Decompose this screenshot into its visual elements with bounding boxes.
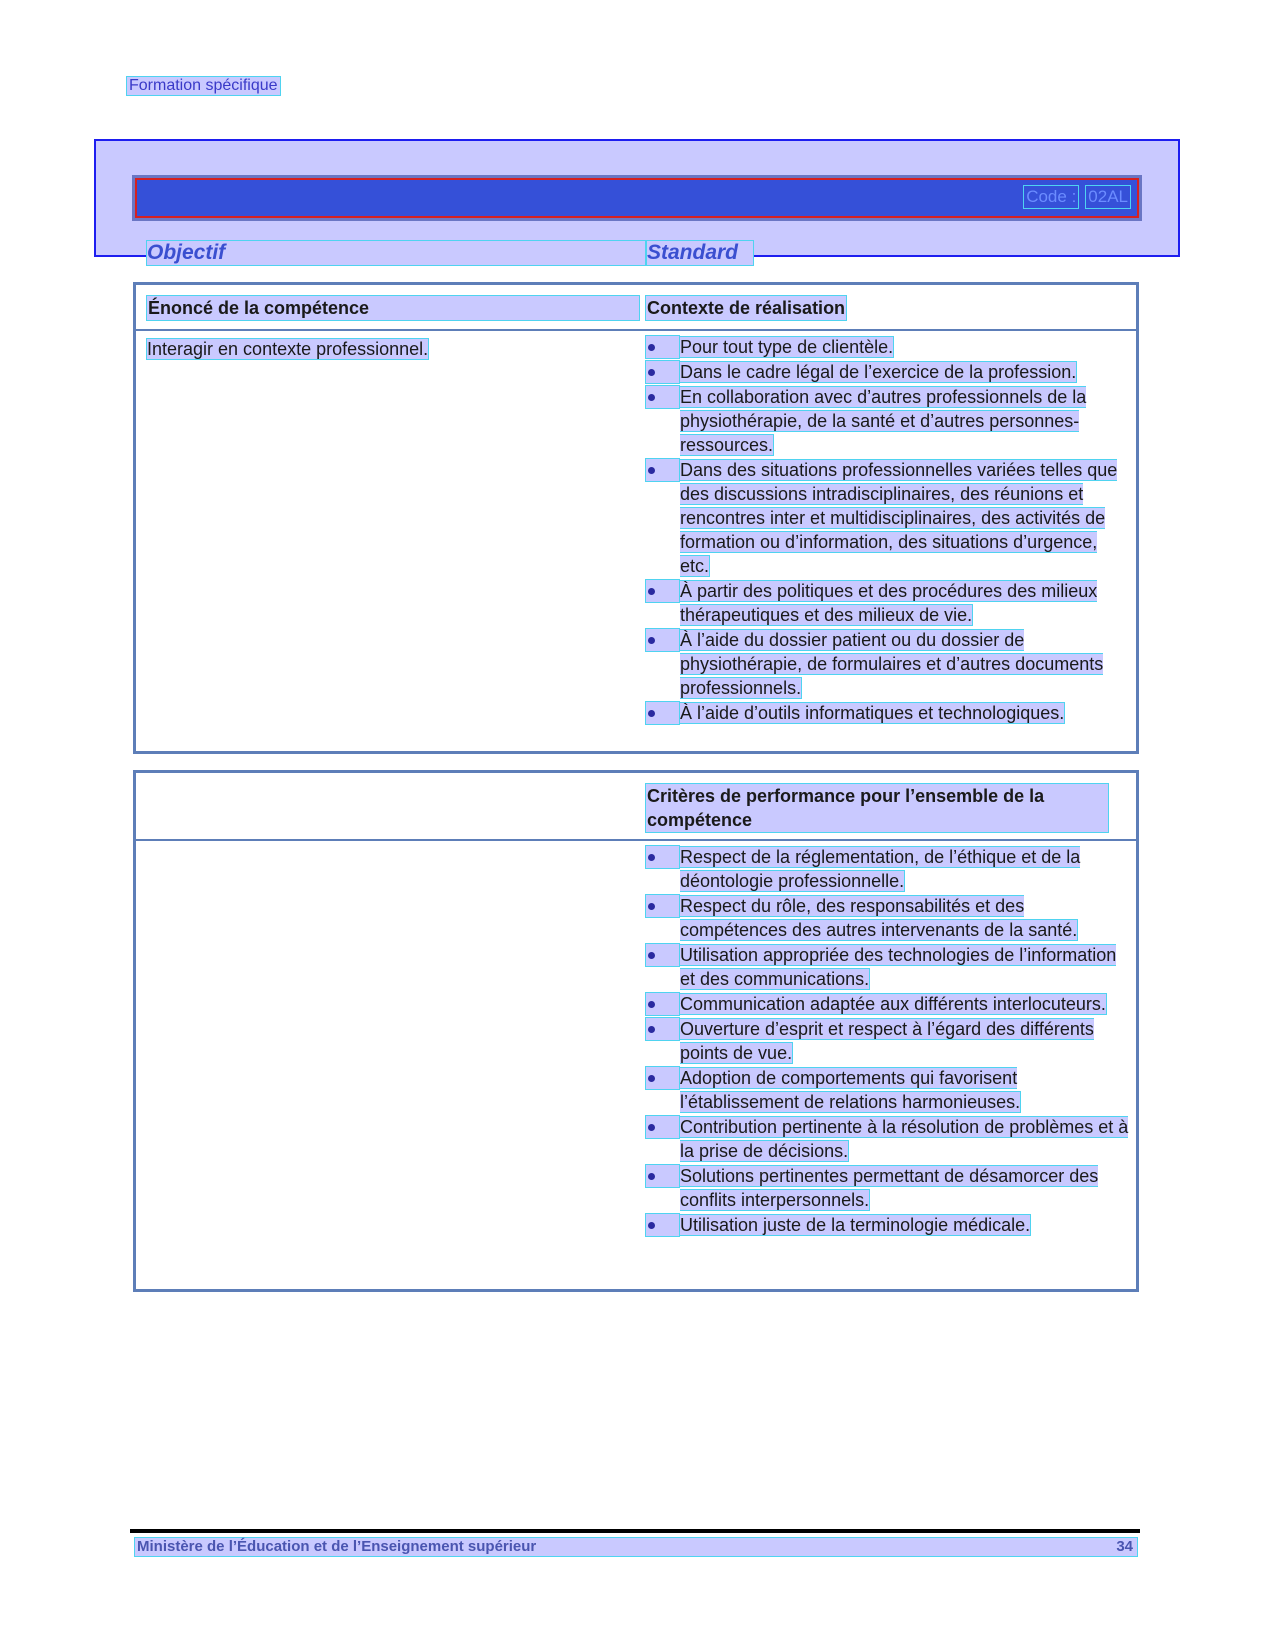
list-item: Utilisation appropriée des technologies de l’information et des communications.: [645, 943, 1131, 991]
list-item: Ouverture d’esprit et respect à l’égard des différents points de vue.: [645, 1017, 1131, 1065]
list-item: Dans des situations professionnelles variées telles que des discussions intradisciplinaires, des réunions et rencontres inter et multidisciplinaires, des activités de formation ou d’information, des situations d’urgence, etc.: [645, 458, 1131, 578]
competence-table: [133, 282, 1139, 754]
list-item: Utilisation juste de la terminologie médicale.: [645, 1213, 1131, 1237]
list-item: Adoption de comportements qui favorisent l’établissement de relations harmonieuses.: [645, 1066, 1131, 1114]
footer-ministry: Ministère de l’Éducation et de l’Enseignement supérieur: [137, 1538, 537, 1555]
bullet-icon: [645, 845, 680, 869]
bullet-icon: [645, 579, 680, 603]
list-item: À partir des politiques et des procédures des milieux thérapeutiques et des milieux de vie.: [645, 579, 1131, 627]
code-text: [1023, 185, 1131, 209]
bullet-icon: [645, 894, 680, 918]
bullet-icon: [645, 1066, 680, 1090]
enonce-header: Énoncé de la compétence: [146, 295, 640, 321]
enonce-text: [146, 337, 646, 361]
list-item: En collaboration avec d’autres professionnels de la physiothérapie, de la santé et d’autres personnes-ressources.: [645, 385, 1131, 457]
bullet-icon: [645, 992, 680, 1016]
criteres-table: [133, 770, 1139, 1292]
list-item: Solutions pertinentes permettant de désamorcer des conflits interpersonnels.: [645, 1164, 1131, 1212]
contexte-list: [645, 335, 1131, 726]
list-item: Dans le cadre légal de l’exercice de la profession.: [645, 360, 1131, 384]
bullet-icon: [645, 1164, 680, 1188]
contexte-header: Contexte de réalisation: [645, 295, 847, 321]
list-item: Pour tout type de clientèle.: [645, 335, 1131, 359]
bullet-icon: [645, 335, 680, 359]
list-item: Respect du rôle, des responsabilités et des compétences des autres intervenants de la santé.: [645, 894, 1131, 942]
bullet-icon: [645, 360, 680, 384]
list-item: Contribution pertinente à la résolution de problèmes et à la prise de décisions.: [645, 1115, 1131, 1163]
bullet-icon: [645, 1017, 680, 1041]
criteres-header: Critères de performance pour l’ensemble de la compétence: [645, 783, 1109, 833]
bullet-icon: [645, 701, 680, 725]
bullet-icon: [645, 1115, 680, 1139]
page-number: 34: [1116, 1538, 1133, 1555]
list-item: À l’aide du dossier patient ou du dossier de physiothérapie, de formulaires et d’autres documents professionnels.: [645, 628, 1131, 700]
bullet-icon: [645, 385, 680, 409]
bullet-icon: [645, 1213, 680, 1237]
footer: [134, 1537, 1138, 1557]
footer-rule: [130, 1529, 1140, 1533]
list-item: À l’aide d’outils informatiques et technologiques.: [645, 701, 1131, 725]
list-item: Respect de la réglementation, de l’éthique et de la déontologie professionnelle.: [645, 845, 1131, 893]
bullet-icon: [645, 943, 680, 967]
bullet-icon: [645, 458, 680, 482]
code-label: Code :: [1023, 185, 1079, 209]
running-header: Formation spécifique: [126, 76, 281, 96]
bullet-icon: [645, 628, 680, 652]
enonce-text-value: Interagir en contexte professionnel.: [147, 339, 429, 359]
criteres-list: [645, 845, 1131, 1238]
code-bar: [134, 177, 1140, 219]
standard-label: Standard: [646, 240, 754, 266]
objectif-label: Objectif: [146, 240, 646, 266]
list-item: Communication adaptée aux différents interlocuteurs.: [645, 992, 1131, 1016]
code-value: 02AL: [1085, 185, 1131, 209]
